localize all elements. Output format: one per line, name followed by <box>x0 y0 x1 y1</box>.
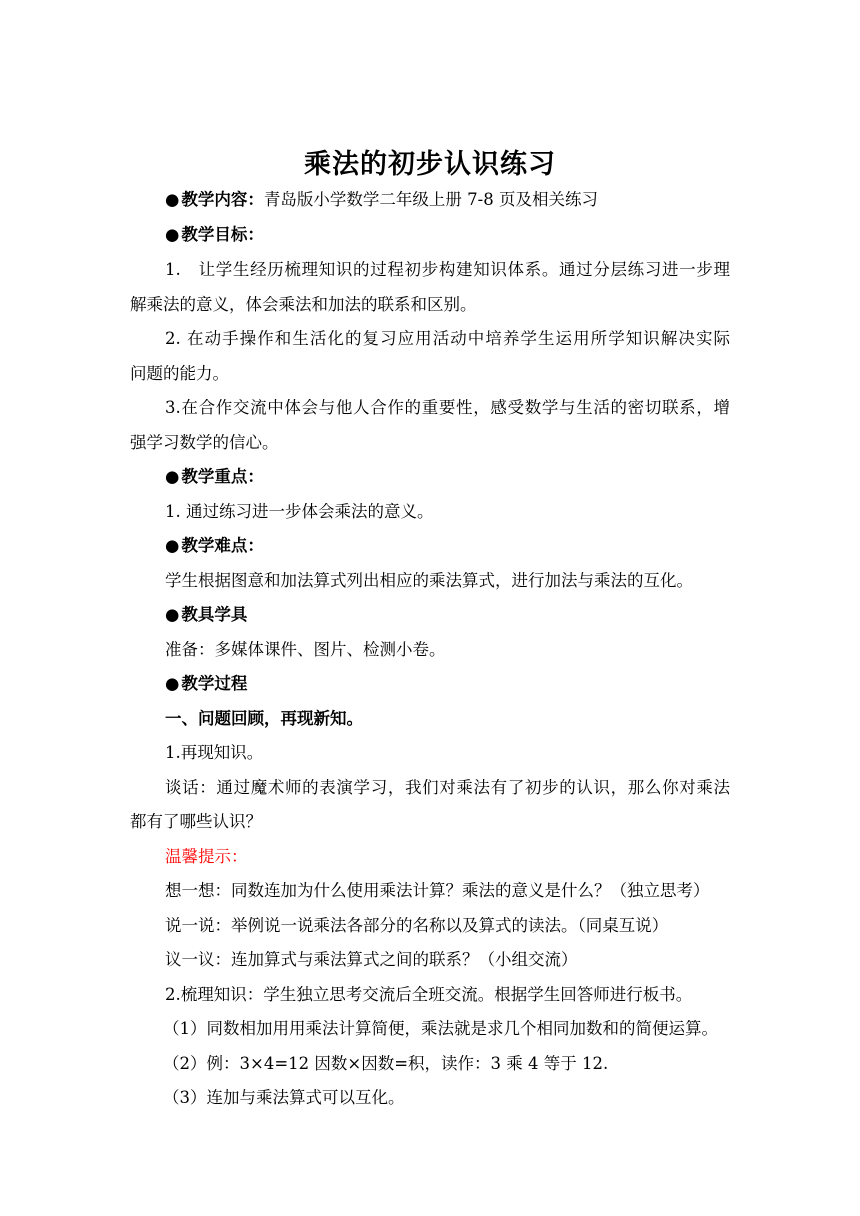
point-3-text: （3）连加与乘法算式可以互化。 <box>163 1088 405 1107</box>
step-2-text: 2.梳理知识：学生独立思考交流后全班交流。根据学生回答师进行板书。 <box>165 985 693 1004</box>
document-title: 乘法的初步认识练习 <box>304 149 556 180</box>
teaching-content-line <box>165 188 598 212</box>
tools-heading <box>165 603 247 627</box>
talk-line-2: 都有了哪些认识？ <box>130 812 262 831</box>
difficulty-heading <box>165 534 264 558</box>
bullet-icon: ● <box>165 605 180 624</box>
bullet-icon: ● <box>165 225 180 244</box>
section-1-heading: 一、问题回顾，再现新知。 <box>165 709 363 728</box>
key-points-label: 教学重点： <box>181 467 264 486</box>
bullet-icon: ● <box>165 467 180 486</box>
key-points-text: 1. 通过练习进一步体会乘法的意义。 <box>165 502 434 521</box>
goal-1-line-2: 解乘法的意义，体会乘法和加法的联系和区别。 <box>130 295 477 314</box>
tools-label: 教具学具 <box>181 605 248 624</box>
teaching-content-text: 青岛版小学数学二年级上册 7-8 页及相关练习 <box>263 190 598 209</box>
talk-line-1: 谈话：通过魔术师的表演学习，我们对乘法有了初步的认识，那么你对乘法 <box>165 778 730 797</box>
point-2-text: （2）例：3×4=12 因数×因数=积，读作：3 乘 4 等于 12. <box>163 1054 609 1073</box>
discuss-text: 议一议：连加算式与乘法算式之间的联系？（小组交流） <box>165 950 578 969</box>
difficulty-text: 学生根据图意和加法算式列出相应的乘法算式，进行加法与乘法的互化。 <box>165 571 693 590</box>
teaching-content-label: 教学内容： <box>181 190 264 209</box>
key-points-heading <box>165 465 264 489</box>
bullet-icon: ● <box>165 536 180 555</box>
process-heading <box>165 672 247 696</box>
bullet-icon: ● <box>165 674 180 693</box>
difficulty-label: 教学难点： <box>181 536 264 555</box>
goal-2-line-1: 2. 在动手操作和生活化的复习应用活动中培养学生运用所学知识解决实际 <box>165 329 730 348</box>
point-1-text: （1）同数相加用用乘法计算简便，乘法就是求几个相同加数和的简便运算。 <box>163 1019 718 1038</box>
step-1-text: 1.再现知识。 <box>165 743 264 762</box>
tools-text: 准备：多媒体课件、图片、检测小卷。 <box>165 640 446 659</box>
goal-3-line-1: 3.在合作交流中体会与他人合作的重要性，感受数学与生活的密切联系，增 <box>165 398 730 417</box>
teaching-goals-heading <box>165 223 264 247</box>
process-label: 教学过程 <box>181 674 248 693</box>
bullet-icon: ● <box>165 190 180 209</box>
goal-1-line-1: 1. 让学生经历梳理知识的过程初步构建知识体系。通过分层练习进一步理 <box>165 260 730 279</box>
warm-tip-label: 温馨提示： <box>165 847 248 866</box>
say-text: 说一说：举例说一说乘法各部分的名称以及算式的读法。（同桌互说） <box>165 916 669 935</box>
teaching-goals-label: 教学目标： <box>181 225 264 244</box>
goal-2-line-2: 问题的能力。 <box>130 364 229 383</box>
goal-3-line-2: 强学习数学的信心。 <box>130 433 279 452</box>
think-text: 想一想：同数连加为什么使用乘法计算？乘法的意义是什么？（独立思考） <box>165 881 710 900</box>
